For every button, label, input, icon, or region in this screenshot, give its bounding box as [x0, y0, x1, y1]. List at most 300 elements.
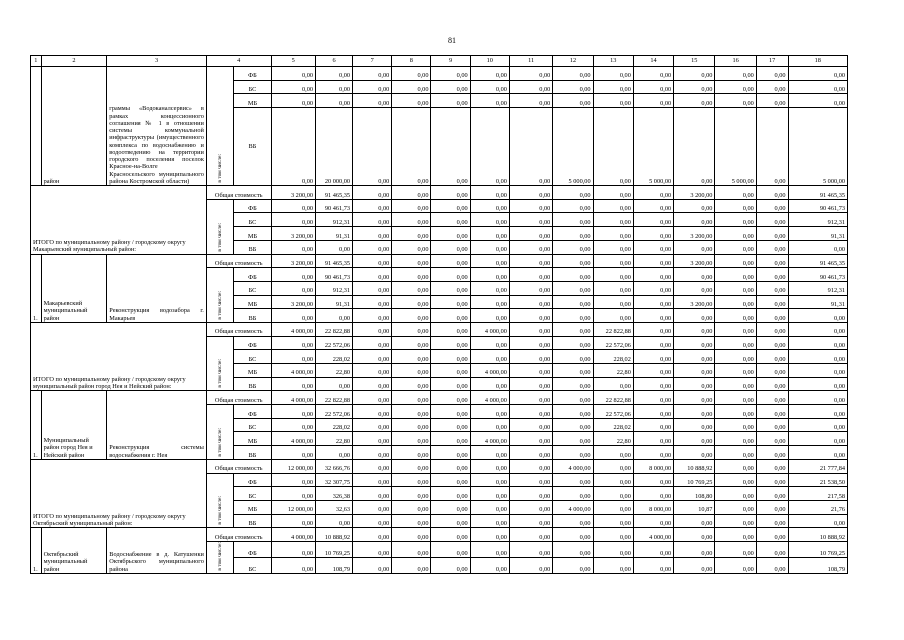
total-cost-label: Общая стоимость	[206, 322, 271, 336]
fund-label: ФБ	[234, 336, 271, 350]
fund-label: ВБ	[234, 309, 271, 323]
value-cell: 0,00	[674, 322, 715, 336]
value-cell: 0,00	[353, 213, 392, 227]
value-cell: 0,00	[431, 309, 470, 323]
value-cell: 0,00	[553, 432, 593, 446]
value-cell: 22,80	[593, 432, 633, 446]
value-cell: 0,00	[756, 541, 788, 557]
value-cell: 21 538,50	[788, 473, 847, 487]
value-cell: 3 200,00	[674, 254, 715, 268]
value-cell: 0,00	[470, 557, 509, 573]
value-cell: 0,00	[470, 528, 509, 542]
value-cell: 0,00	[593, 80, 633, 94]
value-cell: 0,00	[788, 309, 847, 323]
value-cell: 0,00	[633, 514, 673, 528]
value-cell: 0,00	[353, 432, 392, 446]
value-cell: 0,00	[715, 350, 756, 364]
value-cell: 912,31	[788, 281, 847, 295]
value-cell: 0,00	[509, 446, 552, 460]
value-cell: 0,00	[392, 364, 431, 378]
fund-label: МБ	[234, 295, 271, 309]
value-cell: 0,00	[392, 350, 431, 364]
value-cell: 0,00	[633, 67, 673, 81]
value-cell: 0,00	[715, 377, 756, 391]
value-cell: 0,00	[553, 391, 593, 405]
total-row	[31, 254, 848, 268]
value-cell: 0,00	[392, 459, 431, 473]
value-cell: 0,00	[509, 487, 552, 501]
value-cell: 0,00	[674, 514, 715, 528]
fund-label: ВБ	[234, 514, 271, 528]
total-row	[31, 391, 848, 405]
value-cell: 0,00	[715, 213, 756, 227]
value-cell: 0,00	[316, 377, 353, 391]
value-cell: 0,00	[470, 473, 509, 487]
value-cell: 0,00	[431, 295, 470, 309]
value-cell: 0,00	[509, 268, 552, 282]
value-cell: 0,00	[271, 377, 316, 391]
value-cell: 0,00	[392, 281, 431, 295]
value-cell: 91 465,35	[316, 254, 353, 268]
value-cell: 0,00	[392, 199, 431, 213]
value-cell: 10,87	[674, 500, 715, 514]
value-cell: 0,00	[509, 80, 552, 94]
value-cell: 0,00	[674, 541, 715, 557]
value-cell: 0,00	[715, 186, 756, 200]
value-cell: 228,02	[316, 418, 353, 432]
value-cell: 0,00	[470, 405, 509, 419]
value-cell: 108,79	[316, 557, 353, 573]
value-cell: 0,00	[431, 199, 470, 213]
value-cell: 0,00	[674, 240, 715, 254]
value-cell: 0,00	[431, 186, 470, 200]
value-cell: 0,00	[788, 350, 847, 364]
value-cell: 22 572,06	[316, 336, 353, 350]
value-cell: 0,00	[392, 377, 431, 391]
page-number: 81	[448, 36, 456, 45]
value-cell: 0,00	[392, 487, 431, 501]
value-cell: 0,00	[756, 473, 788, 487]
value-cell: 228,02	[593, 418, 633, 432]
municipality-cell: Макарьевский муниципальный район	[41, 254, 107, 322]
value-cell: 10 769,25	[674, 473, 715, 487]
fund-label: МБ	[234, 227, 271, 241]
value-cell: 0,00	[509, 432, 552, 446]
fund-label: ФБ	[234, 199, 271, 213]
value-cell: 0,00	[431, 80, 470, 94]
value-cell: 0,00	[509, 295, 552, 309]
row-number: 1.	[31, 528, 42, 574]
fund-label: БС	[234, 487, 271, 501]
value-cell: 0,00	[353, 108, 392, 186]
value-cell: 0,00	[756, 418, 788, 432]
value-cell: 0,00	[715, 459, 756, 473]
column-header-row	[31, 56, 848, 67]
value-cell: 0,00	[756, 350, 788, 364]
value-cell: 0,00	[392, 541, 431, 557]
value-cell: 0,00	[392, 309, 431, 323]
value-cell: 0,00	[509, 473, 552, 487]
value-cell: 0,00	[674, 268, 715, 282]
value-cell: 0,00	[715, 391, 756, 405]
value-cell: 0,00	[431, 432, 470, 446]
value-cell: 5 000,00	[553, 108, 593, 186]
value-cell: 0,00	[431, 94, 470, 108]
value-cell: 0,00	[715, 322, 756, 336]
value-cell: 0,00	[788, 336, 847, 350]
value-cell: 0,00	[431, 487, 470, 501]
municipality-cell: Октябрьский муниципальный район	[41, 528, 107, 574]
value-cell: 0,00	[470, 459, 509, 473]
value-cell: 0,00	[470, 281, 509, 295]
value-cell: 0,00	[509, 500, 552, 514]
value-cell: 0,00	[271, 281, 316, 295]
fund-label: БС	[234, 213, 271, 227]
value-cell: 0,00	[633, 405, 673, 419]
total-row	[31, 528, 848, 542]
value-cell: 0,00	[509, 108, 552, 186]
value-cell: 0,00	[353, 473, 392, 487]
value-cell: 0,00	[553, 336, 593, 350]
value-cell: 21 777,84	[788, 459, 847, 473]
vtom-label-text: в том числе:	[216, 291, 223, 320]
value-cell: 0,00	[674, 418, 715, 432]
value-cell: 0,00	[431, 227, 470, 241]
total-cost-label: Общая стоимость	[206, 459, 271, 473]
value-cell: 0,00	[674, 350, 715, 364]
column-header: 11	[509, 56, 552, 67]
value-cell: 10 888,92	[316, 528, 353, 542]
value-cell: 0,00	[593, 67, 633, 81]
vtom-label	[206, 199, 234, 254]
total-cost-label: Общая стоимость	[206, 254, 271, 268]
value-cell: 0,00	[788, 391, 847, 405]
value-cell: 0,00	[715, 446, 756, 460]
itogo-label: ИТОГО по муниципальному району / городскому округу муниципальный район город Нея и Нейский район:	[31, 322, 207, 390]
value-cell: 0,00	[431, 405, 470, 419]
value-cell: 32,63	[316, 500, 353, 514]
value-cell: 0,00	[509, 94, 552, 108]
value-cell: 0,00	[353, 418, 392, 432]
column-header: 14	[633, 56, 673, 67]
value-cell: 5 000,00	[633, 108, 673, 186]
value-cell: 0,00	[271, 80, 316, 94]
value-cell: 0,00	[353, 240, 392, 254]
value-cell: 0,00	[271, 309, 316, 323]
value-cell: 10 888,92	[788, 528, 847, 542]
value-cell: 0,00	[633, 557, 673, 573]
value-cell: 0,00	[553, 322, 593, 336]
value-cell: 0,00	[756, 336, 788, 350]
value-cell: 0,00	[715, 473, 756, 487]
value-cell: 0,00	[392, 432, 431, 446]
vtom-label-text: в том числе:	[216, 359, 223, 389]
value-cell: 0,00	[470, 67, 509, 81]
value-cell: 0,00	[431, 514, 470, 528]
value-cell: 4 000,00	[633, 528, 673, 542]
value-cell: 4 000,00	[470, 432, 509, 446]
value-cell: 0,00	[392, 186, 431, 200]
value-cell: 0,00	[509, 227, 552, 241]
value-cell: 0,00	[431, 418, 470, 432]
value-cell: 4 000,00	[271, 391, 316, 405]
value-cell: 0,00	[353, 514, 392, 528]
value-cell: 0,00	[593, 446, 633, 460]
value-cell: 0,00	[392, 514, 431, 528]
value-cell: 5 000,00	[788, 108, 847, 186]
value-cell: 0,00	[715, 80, 756, 94]
value-cell: 0,00	[788, 67, 847, 81]
value-cell: 0,00	[633, 240, 673, 254]
value-cell: 0,00	[509, 405, 552, 419]
municipality-cell: район	[41, 67, 107, 186]
fund-label: ФБ	[234, 541, 271, 557]
value-cell: 22 822,88	[593, 391, 633, 405]
value-cell: 0,00	[392, 336, 431, 350]
fund-label: БС	[234, 350, 271, 364]
value-cell: 0,00	[633, 295, 673, 309]
value-cell: 0,00	[353, 254, 392, 268]
fund-label: ВБ	[234, 377, 271, 391]
value-cell: 0,00	[431, 541, 470, 557]
value-cell: 0,00	[553, 487, 593, 501]
value-cell: 0,00	[715, 418, 756, 432]
value-cell: 0,00	[470, 227, 509, 241]
total-row	[31, 186, 848, 200]
value-cell: 0,00	[509, 541, 552, 557]
value-cell: 4 000,00	[553, 459, 593, 473]
value-cell: 0,00	[593, 487, 633, 501]
value-cell: 0,00	[756, 377, 788, 391]
value-cell: 0,00	[392, 108, 431, 186]
value-cell: 0,00	[271, 405, 316, 419]
value-cell: 0,00	[788, 514, 847, 528]
value-cell: 0,00	[431, 336, 470, 350]
value-cell: 0,00	[593, 281, 633, 295]
value-cell: 0,00	[756, 364, 788, 378]
value-cell: 0,00	[392, 268, 431, 282]
value-cell: 0,00	[316, 446, 353, 460]
value-cell: 3 200,00	[271, 295, 316, 309]
value-cell: 0,00	[553, 213, 593, 227]
value-cell: 0,00	[271, 108, 316, 186]
value-cell: 0,00	[633, 213, 673, 227]
value-cell: 912,31	[788, 213, 847, 227]
value-cell: 0,00	[633, 227, 673, 241]
fund-label: ВБ	[234, 240, 271, 254]
column-header: 4	[206, 56, 271, 67]
value-cell: 0,00	[593, 309, 633, 323]
value-cell: 0,00	[392, 94, 431, 108]
value-cell: 0,00	[674, 557, 715, 573]
value-cell: 0,00	[431, 254, 470, 268]
value-cell: 8 000,00	[633, 459, 673, 473]
value-cell: 0,00	[633, 322, 673, 336]
column-header: 2	[41, 56, 107, 67]
value-cell: 0,00	[756, 94, 788, 108]
value-cell: 0,00	[509, 322, 552, 336]
fund-label: МБ	[234, 364, 271, 378]
value-cell: 0,00	[715, 94, 756, 108]
project-name-cell: Водоснабжение в д. Катушенки Октябрьского муниципального района	[107, 528, 207, 574]
vtom-label	[206, 67, 234, 186]
value-cell: 0,00	[593, 254, 633, 268]
value-cell: 0,00	[593, 240, 633, 254]
value-cell: 0,00	[756, 240, 788, 254]
value-cell: 0,00	[788, 322, 847, 336]
value-cell: 0,00	[715, 541, 756, 557]
value-cell: 0,00	[674, 281, 715, 295]
value-cell: 0,00	[715, 240, 756, 254]
value-cell: 3 200,00	[271, 186, 316, 200]
value-cell: 0,00	[470, 487, 509, 501]
value-cell: 22 822,88	[316, 322, 353, 336]
value-cell: 4 000,00	[470, 364, 509, 378]
value-cell: 0,00	[553, 254, 593, 268]
value-cell: 0,00	[593, 199, 633, 213]
value-cell: 217,58	[788, 487, 847, 501]
value-cell: 0,00	[633, 446, 673, 460]
value-cell: 0,00	[509, 391, 552, 405]
value-cell: 0,00	[788, 405, 847, 419]
value-cell: 0,00	[470, 268, 509, 282]
value-cell: 0,00	[593, 377, 633, 391]
project-name-cell: Реконструкция водозабора г. Макарьев	[107, 254, 207, 322]
value-cell: 0,00	[509, 336, 552, 350]
value-cell: 0,00	[553, 67, 593, 81]
value-cell: 0,00	[470, 213, 509, 227]
value-cell: 20 000,00	[316, 108, 353, 186]
value-cell: 0,00	[271, 213, 316, 227]
value-cell: 0,00	[715, 281, 756, 295]
value-cell: 0,00	[715, 514, 756, 528]
value-cell: 0,00	[271, 446, 316, 460]
value-cell: 3 200,00	[674, 295, 715, 309]
value-cell: 0,00	[633, 377, 673, 391]
value-cell: 0,00	[553, 240, 593, 254]
column-header: 10	[470, 56, 509, 67]
value-cell: 0,00	[756, 487, 788, 501]
value-cell: 0,00	[392, 446, 431, 460]
value-cell: 0,00	[633, 432, 673, 446]
value-cell: 0,00	[431, 364, 470, 378]
value-cell: 0,00	[392, 227, 431, 241]
value-cell: 0,00	[715, 336, 756, 350]
value-cell: 228,02	[593, 350, 633, 364]
value-cell: 0,00	[431, 350, 470, 364]
value-cell: 0,00	[431, 281, 470, 295]
value-cell: 0,00	[509, 186, 552, 200]
value-cell: 0,00	[271, 268, 316, 282]
value-cell: 0,00	[756, 281, 788, 295]
value-cell: 0,00	[715, 309, 756, 323]
value-cell: 0,00	[633, 487, 673, 501]
total-cost-label: Общая стоимость	[206, 186, 271, 200]
value-cell: 0,00	[353, 295, 392, 309]
value-cell: 0,00	[470, 186, 509, 200]
value-cell: 0,00	[756, 557, 788, 573]
column-header: 5	[271, 56, 316, 67]
value-cell: 0,00	[756, 108, 788, 186]
value-cell: 0,00	[633, 473, 673, 487]
value-cell: 0,00	[674, 199, 715, 213]
value-cell: 0,00	[715, 528, 756, 542]
value-cell: 0,00	[756, 227, 788, 241]
value-cell: 22 822,88	[316, 391, 353, 405]
value-cell: 0,00	[431, 528, 470, 542]
value-cell: 0,00	[756, 391, 788, 405]
value-cell: 10 769,25	[788, 541, 847, 557]
column-header: 3	[107, 56, 207, 67]
itogo-label: ИТОГО по муниципальному району / городскому округу Октябрьский муниципальный район:	[31, 459, 207, 527]
value-cell: 10 888,92	[674, 459, 715, 473]
value-cell: 0,00	[593, 528, 633, 542]
value-cell: 0,00	[271, 514, 316, 528]
vtom-label-text: в том числе:	[216, 154, 223, 183]
value-cell: 0,00	[633, 309, 673, 323]
value-cell: 0,00	[553, 364, 593, 378]
column-header: 7	[353, 56, 392, 67]
value-cell: 0,00	[353, 350, 392, 364]
value-cell: 0,00	[756, 528, 788, 542]
value-cell: 4 000,00	[470, 322, 509, 336]
value-cell: 0,00	[509, 199, 552, 213]
value-cell: 0,00	[353, 336, 392, 350]
value-cell: 0,00	[633, 350, 673, 364]
value-cell: 108,79	[788, 557, 847, 573]
value-cell: 0,00	[633, 336, 673, 350]
value-cell: 90 461,73	[788, 268, 847, 282]
value-cell: 0,00	[674, 391, 715, 405]
fund-label: МБ	[234, 500, 271, 514]
value-cell: 4 000,00	[271, 322, 316, 336]
value-cell: 0,00	[392, 80, 431, 94]
value-cell: 22,80	[593, 364, 633, 378]
total-row	[31, 322, 848, 336]
column-header: 16	[715, 56, 756, 67]
value-cell: 228,02	[316, 350, 353, 364]
value-cell: 0,00	[553, 514, 593, 528]
value-cell: 90 461,73	[316, 268, 353, 282]
value-cell: 0,00	[271, 240, 316, 254]
value-cell: 22 572,06	[593, 405, 633, 419]
value-cell: 0,00	[392, 67, 431, 81]
value-cell: 0,00	[392, 500, 431, 514]
value-cell: 0,00	[633, 391, 673, 405]
value-cell: 0,00	[353, 199, 392, 213]
column-header: 18	[788, 56, 847, 67]
value-cell: 90 461,73	[788, 199, 847, 213]
value-cell: 0,00	[674, 213, 715, 227]
value-cell: 0,00	[715, 500, 756, 514]
value-cell: 0,00	[674, 336, 715, 350]
value-cell: 0,00	[431, 377, 470, 391]
value-cell: 0,00	[509, 364, 552, 378]
value-cell: 0,00	[715, 227, 756, 241]
value-cell: 0,00	[353, 446, 392, 460]
value-cell: 0,00	[353, 67, 392, 81]
column-header: 12	[553, 56, 593, 67]
vtom-label-text: в том числе:	[216, 496, 223, 526]
value-cell: 0,00	[756, 322, 788, 336]
value-cell: 0,00	[431, 473, 470, 487]
value-cell: 0,00	[756, 405, 788, 419]
value-cell: 0,00	[593, 108, 633, 186]
project-name-cell: Реконструкция системы водоснабжения г. Нея	[107, 391, 207, 459]
value-cell: 0,00	[715, 268, 756, 282]
value-cell: 0,00	[431, 108, 470, 186]
value-cell: 0,00	[756, 514, 788, 528]
